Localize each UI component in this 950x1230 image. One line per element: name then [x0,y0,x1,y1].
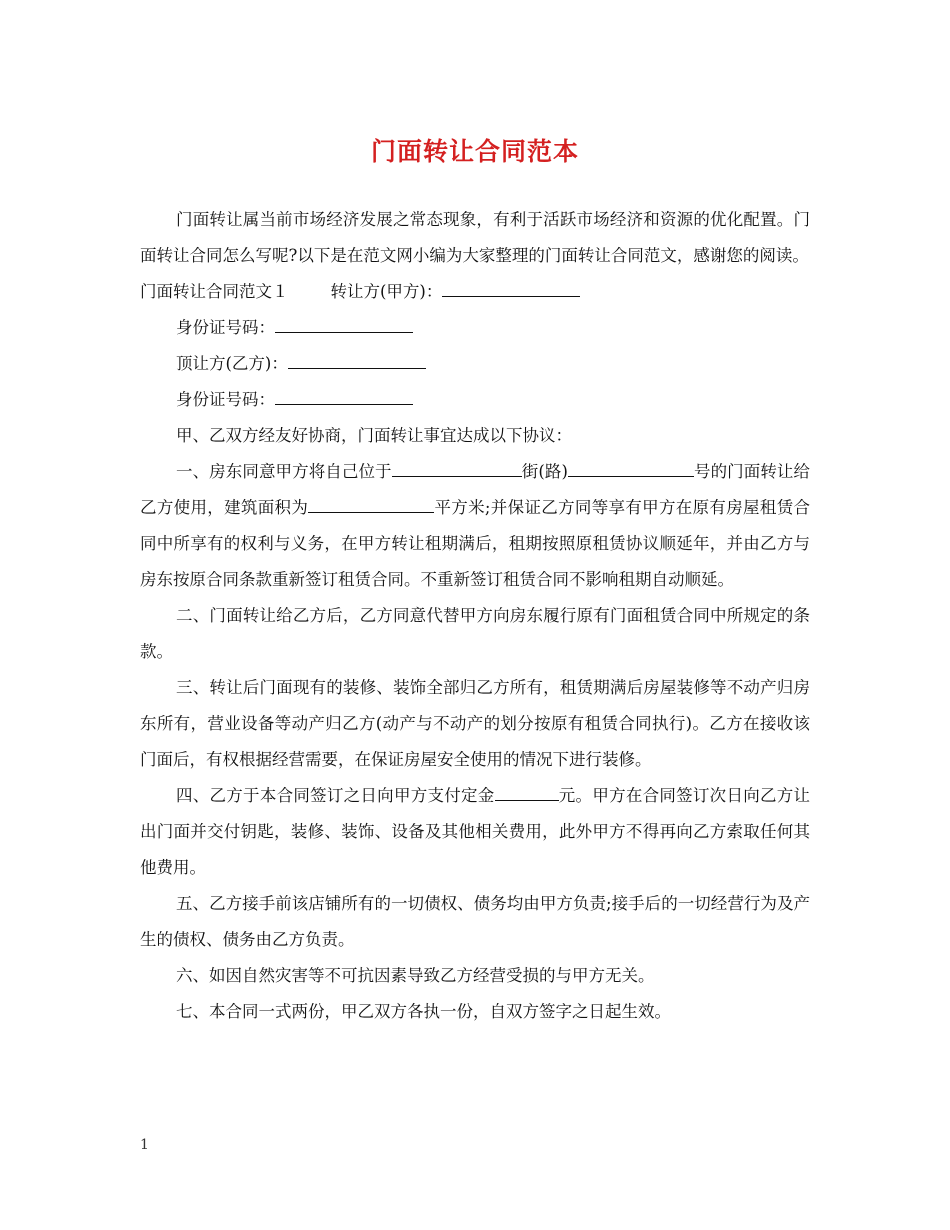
clause1-part-c: 号的门面转让给乙方使用，建筑面积为 [140,462,811,517]
agreement-intro: 甲、乙双方经友好协商，门面转让事宜达成以下协议： [176,426,572,445]
page-number: 1 [140,1137,149,1153]
clause-5: 五、乙方接手前该店铺所有的一切债权、债务均由甲方负责;接手后的一切经营行为及产生的债权、债务由乙方负责。 [140,894,810,949]
clause-3: 三、转让后门面现有的装修、装饰全部归乙方所有，租赁期满后房屋装修等不动产归房东所有，营业设备等动产归乙方(动产与不动产的划分按原有租赁合同执行)。乙方在接收该门面后，有权根据经营需要，在保证房屋安全使用的情况下进行装修。 [140,678,810,769]
clause1-part-d: 平方米;并保证乙方同等享有甲方在原有房屋租赁合同中所享有的权利与义务，在甲方转让租期满后，租期按照原租赁协议顺延年，并由乙方与房东按原合同条款重新签订租赁合同。不重新签订租赁合同不影响租期自动顺延。 [140,498,811,589]
number-blank [568,462,694,477]
party-a-label: 转让方(甲方)： [330,282,443,301]
deposit-blank [495,786,559,801]
area-blank [308,498,434,513]
id-line-2 [140,382,810,418]
sample-label: 门面转让合同范文１ [140,282,289,301]
party-b-blank [288,354,426,369]
street-blank [392,462,522,477]
sample-line [140,274,810,310]
clause-7: 七、本合同一式两份，甲乙双方各执一份，自双方签字之日起生效。 [176,1002,671,1021]
clause4-part-b: 元。甲方在合同签订次日向乙方让出门面并交付钥匙，装修、装饰、设备及其他相关费用，此外甲方不得再向乙方索取任何其他费用。 [140,786,811,877]
id1-blank [275,318,413,333]
clause-1 [140,454,810,598]
clause1-part-b: 街(路) [521,462,568,481]
clause4-part-a: 四、乙方于本合同签订之日向甲方支付定金 [176,786,495,805]
document-body [140,202,810,1030]
id2-blank [275,390,413,405]
party-b-line [140,346,810,382]
id1-label: 身份证号码： [176,318,275,337]
clause-6: 六、如因自然灾害等不可抗因素导致乙方经营受损的与甲方无关。 [176,966,655,985]
party-b-label: 顶让方(乙方)： [176,354,288,373]
id-line-1 [140,310,810,346]
clause1-part-a: 一、房东同意甲方将自己位于 [176,462,392,481]
clause-4 [140,778,810,886]
intro-paragraph: 门面转让属当前市场经济发展之常态现象，有利于活跃市场经济和资源的优化配置。门面转让合同怎么写呢?以下是在范文网小编为大家整理的门面转让合同范文，感谢您的阅读。 [140,210,810,265]
party-a-blank [442,282,580,297]
document-title: 门面转让合同范本 [370,137,579,166]
clause-2: 二、门面转让给乙方后，乙方同意代替甲方向房东履行原有门面租赁合同中所规定的条款。 [140,606,810,661]
id2-label: 身份证号码： [176,390,275,409]
